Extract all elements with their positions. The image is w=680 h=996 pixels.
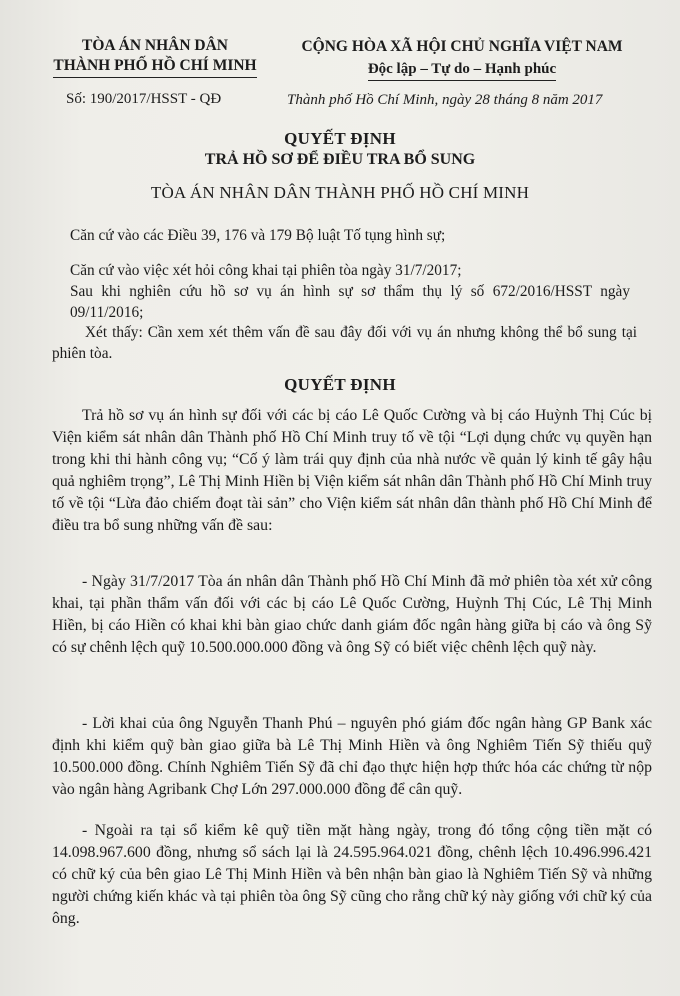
legal-basis-2: Căn cứ vào việc xét hỏi công khai tại phiên tòa ngày 31/7/2017; [70, 262, 462, 279]
document-number: Số: 190/2017/HSST - QĐ [66, 91, 222, 107]
decision-item-3: - Ngoài ra tại sổ kiểm kê quỹ tiền mặt hàng ngày, trong đó tổng cộng tiền mặt có 14.098.967.600 đồng, nhưng sổ sách lại là 24.595.964.021 đồng, chênh lệch 10.496.996.421 có chữ ký của bên giao Lê Thị Minh Hiền và bên nhận bàn giao là Nghiêm Tiến Sỹ và những người chứng kiến khác và tại phiên tòa ông Sỹ cũng cho rằng chữ ký này giống với chữ ký của ông. [52, 822, 652, 927]
document-title: QUYẾT ĐỊNH [284, 129, 396, 148]
document-date: Thành phố Hồ Chí Minh, ngày 28 tháng 8 năm 2017 [287, 92, 603, 108]
legal-basis-3: Sau khi nghiên cứu hồ sơ vụ án hình sự sơ thẩm thụ lý số 672/2016/HSST ngày 09/11/2016; [70, 283, 630, 321]
nation-name: CỘNG HÒA XÃ HỘI CHỦ NGHĨA VIỆT NAM [301, 38, 623, 55]
legal-basis-4: Xét thấy: Cần xem xét thêm vấn đề sau đây đối với vụ án nhưng không thể bổ sung tại phiên tòa. [52, 324, 637, 362]
decision-heading: QUYẾT ĐỊNH [284, 375, 396, 394]
court-header [50, 36, 260, 78]
court-name-line1: TÒA ÁN NHÂN DÂN [82, 37, 228, 54]
court-name-line2: THÀNH PHỐ HỒ CHÍ MINH [53, 56, 256, 78]
decision-item-2: - Lời khai của ông Nguyễn Thanh Phú – nguyên phó giám đốc ngân hàng GP Bank xác định khi kiểm quỹ bàn giao giữa bà Lê Thị Minh Hiền và ông Nghiêm Tiến Sỹ thiếu quỹ 10.500.000 đồng. Chính Nghiêm Tiến Sỹ đã chỉ đạo thực hiện hợp thức hóa các chứng từ nộp vào ngân hàng Agribank Chợ Lớn 297.000.000 đồng để cân quỹ. [52, 715, 652, 798]
decision-item-1: - Ngày 31/7/2017 Tòa án nhân dân Thành phố Hồ Chí Minh đã mở phiên tòa xét xử công khai, tại phần thẩm vấn đối với các bị cáo Lê Quốc Cường, Huỳnh Thị Cúc, Lê Thị Minh Hiền, bị cáo Hiền có khai khi bàn giao chức danh giám đốc ngân hàng giữa bị cáo và ông Sỹ có sự chênh lệch quỹ 10.500.000.000 đồng và ông Sỹ có biết việc chênh lệch quỹ này. [52, 573, 652, 656]
national-motto: Độc lập – Tự do – Hạnh phúc [368, 58, 556, 81]
decision-intro: Trả hồ sơ vụ án hình sự đối với các bị cáo Lê Quốc Cường và bị cáo Huỳnh Thị Cúc bị Viện kiểm sát nhân dân Thành phố Hồ Chí Minh truy tố về tội “Lợi dụng chức vụ quyền hạn trong khi thi hành công vụ; “Cố ý làm trái quy định của nhà nước về quản lý kinh tế gây hậu quả nghiêm trọng”, Lê Thị Minh Hiền bị Viện kiểm sát nhân dân Thành phố Hồ Chí Minh truy tố về tội “Lừa đảo chiếm đoạt tài sản” cho Viện kiểm sát nhân dân thành phố Hồ Chí Minh để điều tra bổ sung những vấn đề sau: [52, 407, 652, 534]
national-header [270, 36, 654, 81]
document-subtitle: TRẢ HỒ SƠ ĐỂ ĐIỀU TRA BỔ SUNG [204, 151, 476, 168]
issuing-court: TÒA ÁN NHÂN DÂN THÀNH PHỐ HỒ CHÍ MINH [150, 183, 530, 202]
legal-basis-1: Căn cứ vào các Điều 39, 176 và 179 Bộ luật Tố tụng hình sự; [70, 227, 446, 244]
